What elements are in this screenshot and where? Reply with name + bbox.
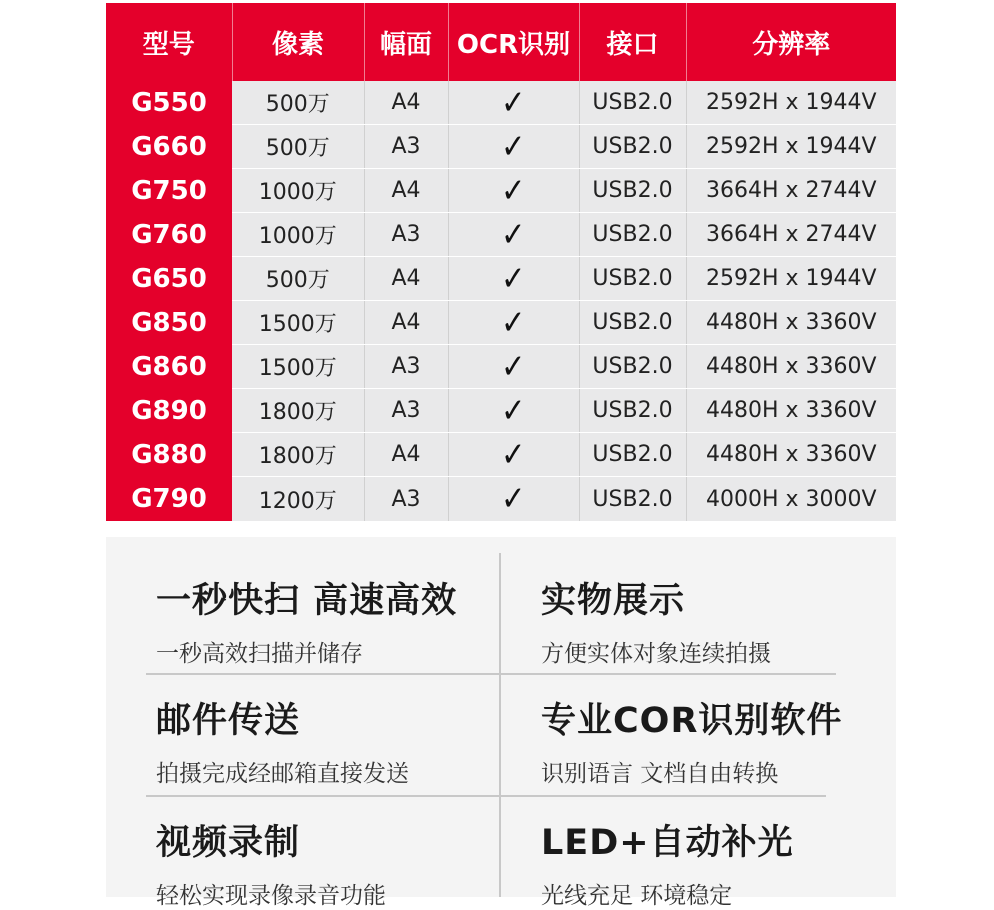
cell-resolution: 4480H x 3360V	[686, 433, 896, 477]
feature-desc: 拍摄完成经邮箱直接发送	[156, 761, 409, 787]
cell-format: A4	[364, 81, 448, 125]
table-row	[106, 213, 896, 257]
cell-model: G760	[106, 213, 232, 257]
header-pixels: 像素	[232, 3, 364, 81]
cell-pixels: 1800万	[232, 433, 364, 477]
feature-desc: 方便实体对象连续拍摄	[541, 641, 771, 667]
cell-format: A4	[364, 257, 448, 301]
cell-resolution: 4480H x 3360V	[686, 345, 896, 389]
feature-title: LED+自动补光	[541, 823, 794, 863]
feature-title: 视频录制	[156, 823, 301, 863]
table-row	[106, 169, 896, 213]
cell-resolution: 2592H x 1944V	[686, 125, 896, 169]
cell-interface: USB2.0	[579, 81, 686, 125]
cell-interface: USB2.0	[579, 213, 686, 257]
table-row	[106, 477, 896, 522]
cell-resolution: 4480H x 3360V	[686, 389, 896, 433]
row-divider	[146, 673, 836, 675]
table-header-row	[106, 3, 896, 81]
table-row	[106, 389, 896, 433]
cell-interface: USB2.0	[579, 477, 686, 522]
cell-resolution: 2592H x 1944V	[686, 81, 896, 125]
cell-pixels: 500万	[232, 125, 364, 169]
cell-resolution: 3664H x 2744V	[686, 213, 896, 257]
cell-ocr	[448, 433, 579, 477]
cell-format: A4	[364, 433, 448, 477]
table-row	[106, 345, 896, 389]
feature-desc: 轻松实现录像录音功能	[156, 883, 386, 909]
cell-model: G660	[106, 125, 232, 169]
cell-pixels: 1000万	[232, 169, 364, 213]
cell-ocr	[448, 477, 579, 522]
checkmark-icon: ✓	[501, 170, 526, 211]
cell-format: A4	[364, 169, 448, 213]
feature-title: 邮件传送	[156, 701, 301, 741]
cell-resolution: 2592H x 1944V	[686, 257, 896, 301]
cell-pixels: 1500万	[232, 301, 364, 345]
cell-interface: USB2.0	[579, 389, 686, 433]
cell-resolution: 4480H x 3360V	[686, 301, 896, 345]
cell-model: G650	[106, 257, 232, 301]
feature-ocr-software	[541, 693, 842, 788]
cell-ocr	[448, 81, 579, 125]
cell-format: A3	[364, 345, 448, 389]
checkmark-icon: ✓	[501, 302, 526, 343]
feature-desc: 光线充足 环境稳定	[541, 883, 733, 909]
cell-ocr	[448, 345, 579, 389]
checkmark-icon: ✓	[501, 346, 526, 387]
table-row	[106, 433, 896, 477]
cell-format: A3	[364, 213, 448, 257]
header-resolution: 分辨率	[686, 3, 896, 81]
checkmark-icon: ✓	[501, 126, 526, 167]
cell-model: G850	[106, 301, 232, 345]
cell-ocr	[448, 213, 579, 257]
cell-model: G790	[106, 477, 232, 522]
features-panel	[106, 537, 896, 909]
cell-ocr	[448, 389, 579, 433]
cell-resolution: 4000H x 3000V	[686, 477, 896, 522]
cell-format: A3	[364, 389, 448, 433]
header-interface: 接口	[579, 3, 686, 81]
cell-ocr	[448, 125, 579, 169]
checkmark-icon: ✓	[501, 214, 526, 255]
cell-ocr	[448, 169, 579, 213]
cell-pixels: 1200万	[232, 477, 364, 522]
cell-model: G880	[106, 433, 232, 477]
cell-resolution: 3664H x 2744V	[686, 169, 896, 213]
feature-desc: 识别语言 文档自由转换	[541, 761, 779, 787]
cell-interface: USB2.0	[579, 433, 686, 477]
cell-model: G860	[106, 345, 232, 389]
feature-led-light	[541, 815, 794, 910]
cell-interface: USB2.0	[579, 169, 686, 213]
feature-email	[156, 693, 409, 788]
table-row	[106, 125, 896, 169]
feature-fast-scan	[156, 573, 457, 668]
cell-interface: USB2.0	[579, 125, 686, 169]
table-row	[106, 257, 896, 301]
feature-video-recording	[156, 815, 386, 910]
checkmark-icon: ✓	[501, 82, 526, 123]
cell-pixels: 500万	[232, 81, 364, 125]
checkmark-icon: ✓	[501, 390, 526, 431]
header-format: 幅面	[364, 3, 448, 81]
cell-format: A3	[364, 125, 448, 169]
header-model: 型号	[106, 3, 232, 81]
table-row	[106, 301, 896, 345]
feature-object-display	[541, 573, 771, 668]
cell-model: G890	[106, 389, 232, 433]
row-divider	[146, 795, 826, 797]
checkmark-icon: ✓	[501, 258, 526, 299]
cell-pixels: 1500万	[232, 345, 364, 389]
cell-pixels: 500万	[232, 257, 364, 301]
cell-interface: USB2.0	[579, 301, 686, 345]
cell-interface: USB2.0	[579, 345, 686, 389]
feature-title: 专业COR识别软件	[541, 701, 843, 741]
cell-format: A4	[364, 301, 448, 345]
cell-pixels: 1000万	[232, 213, 364, 257]
cell-interface: USB2.0	[579, 257, 686, 301]
cell-pixels: 1800万	[232, 389, 364, 433]
checkmark-icon: ✓	[501, 479, 526, 519]
cell-ocr	[448, 301, 579, 345]
header-ocr: OCR识别	[448, 3, 579, 81]
column-divider	[499, 553, 501, 897]
feature-title: 实物展示	[541, 581, 686, 621]
cell-model: G550	[106, 81, 232, 125]
cell-model: G750	[106, 169, 232, 213]
feature-desc: 一秒高效扫描并储存	[156, 641, 363, 667]
cell-format: A3	[364, 477, 448, 522]
table-row	[106, 81, 896, 125]
cell-ocr	[448, 257, 579, 301]
checkmark-icon: ✓	[501, 434, 526, 475]
spec-table	[106, 3, 896, 521]
feature-title: 一秒快扫 高速高效	[156, 581, 458, 621]
